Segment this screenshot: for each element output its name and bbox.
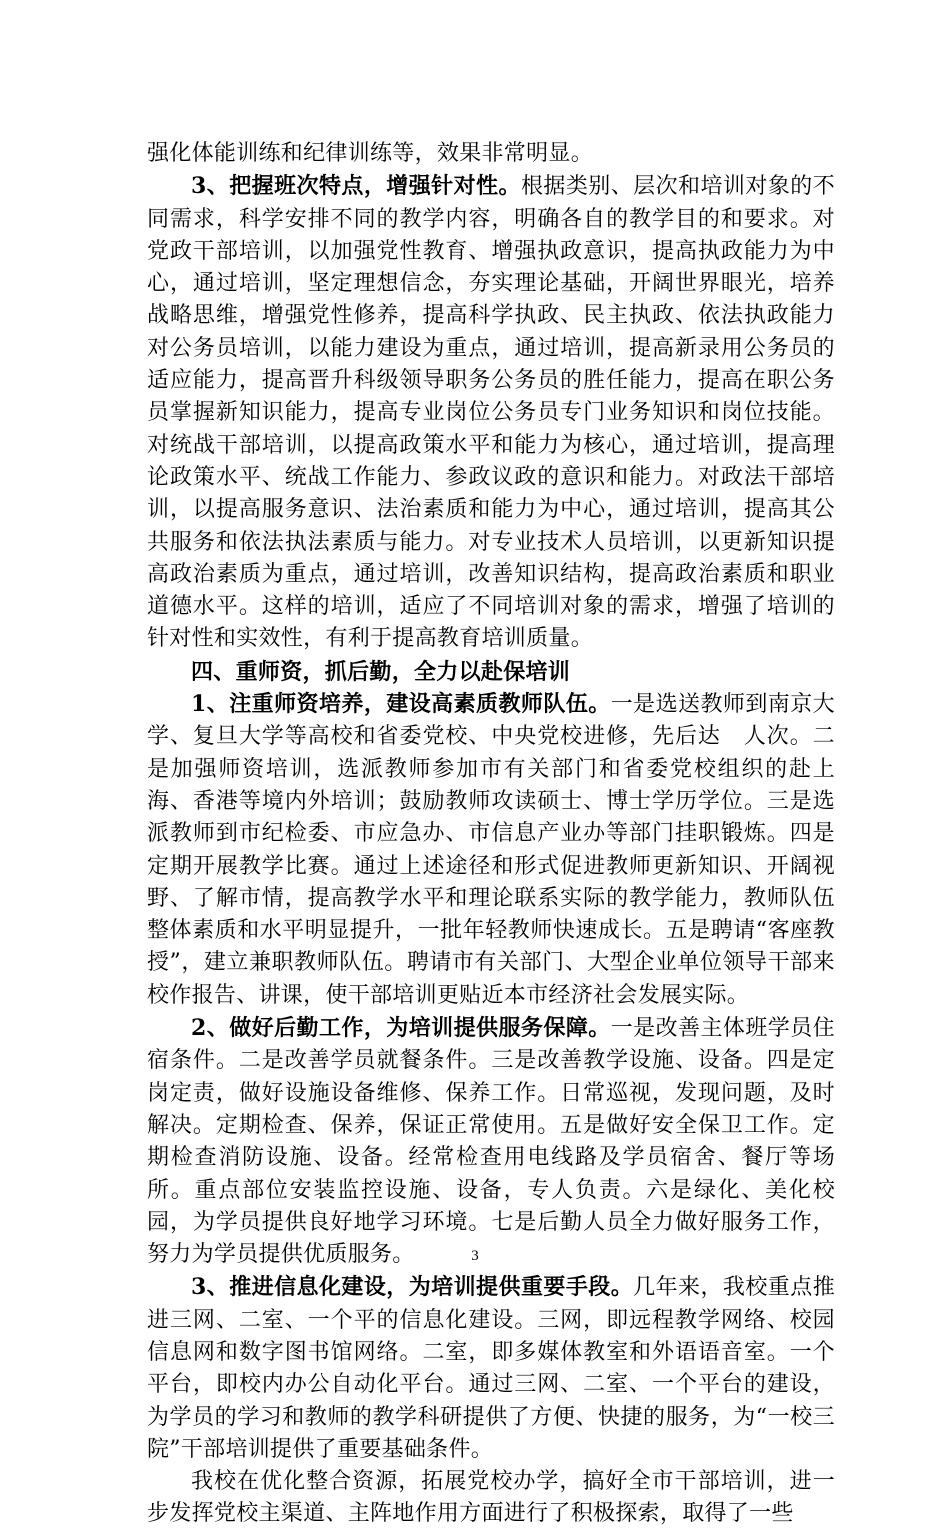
- paragraph-lead: 1、注重师资培养，建设高素质教师队伍。: [191, 691, 611, 718]
- paragraph-informatization: [147, 1271, 835, 1466]
- document-body: [147, 138, 835, 1531]
- paragraph-text: 根据类别、层次和培训对象的不同需求，科学安排不同的教学内容，明确各自的教学目的和要求。对党政干部培训，以加强党性教育、增强执政意识，提高执政能力为中心，通过培训，坚定理想信念，夯实理论基础，开阔世界眼光，培养战略思维，增强党性修养，提高科学执政、民主执政、依法执政能力对公务员培训，以能力建设为重点，通过培训，提高新录用公务员的适应能力，提高晋升科级领导职务公务员的胜任能力，提高在职公务员掌握新知识能力，提高专业岗位公务员专门业务知识和岗位技能。对统战干部培训，以提高政策水平和能力为核心，通过培训，提高理论政策水平、统战工作能力、参政议政的意识和能力。对政法干部培训，以提高服务意识、法治素质和能力为中心，通过培训，提高其公共服务和依法执法素质与能力。对专业技术人员培训，以更新知识提高政治素质为重点，通过培训，改善知识结构，提高政治素质和职业道德水平。这样的培训，适应了不同培训对象的需求，增强了培训的针对性和实效性，有利于提高教育培训质量。: [147, 174, 836, 652]
- paragraph-summary: [147, 1466, 835, 1531]
- paragraph-text: 强化体能训练和纪律训练等，效果非常明显。: [147, 141, 594, 166]
- section-heading: [147, 656, 835, 688]
- section-heading-text: 四、重师资，抓后勤，全力以赴保培训: [191, 658, 571, 685]
- paragraph-lead: 3、推进信息化建设，为培训提供重要手段。: [191, 1274, 634, 1301]
- paragraph-logistics: [147, 1012, 835, 1271]
- page-number: 3: [471, 1248, 479, 1264]
- paragraph-text: 一是改善主体班学员住宿条件。二是改善学员就餐条件。三是改善教学设施、设备。四是定岗定责，做好设施设备维修、保养工作。日常巡视，发现问题，及时解决。定期检查、保养，保证正常使用。五是做好安全保卫工作。定期检查消防设施、设备。经常检查用电线路及学员宿舍、餐厅等场所。重点部位安装监控设施、设备，专人负责。六是绿化、美化校园，为学员提供良好地学习环境。七是后勤人员全力做好服务工作，努力为学员提供优质服务。: [147, 1016, 835, 1268]
- paragraph-text: 一是选送教师到南京大学、复旦大学等高校和省委党校、中央党校进修，先后达 人次。二是加强师资培训，选派教师参加市有关部门和省委党校组织的赴上海、香港等境内外培训；鼓励教师攻读硕士、博士学历学位。三是选派教师到市纪检委、市应急办、市信息产业办等部门挂职锻炼。四是定期开展教学比赛。通过上述途径和形式促进教师更新知识、开阔视野、了解市情，提高教学水平和理论联系实际的教学能力，教师队伍整体素质和水平明显提升，一批年轻教师快速成长。五是聘请“客座教授”，建立兼职教师队伍。聘请市有关部门、大型企业单位领导干部来校作报告、讲课，使干部培训更贴近本市经济社会发展实际。: [147, 692, 835, 1008]
- paragraph-lead: 3、把握班次特点，增强针对性。: [191, 173, 521, 200]
- paragraph-lead: 2、做好后勤工作，为培训提供服务保障。: [191, 1015, 611, 1042]
- paragraph-continuation: [147, 138, 835, 170]
- paragraph-text: 几年来，我校重点推进三网、二室、一个平的信息化建设。三网，即远程教学网络、校园信息网和数字图书馆网络。二室，即多媒体教室和外语语音室。一个平台，即校内办公自动化平台。通过三网、二室、一个平台的建设，为学员的学习和教师的教学科研提供了方便、快捷的服务，为“一校三院”干部培训提供了重要基础条件。: [147, 1275, 835, 1462]
- paragraph-targeting: [147, 170, 835, 655]
- paragraph-teachers: [147, 688, 835, 1012]
- paragraph-text: 我校在优化整合资源，拓展党校办学，搞好全市干部培训，进一步发挥党校主渠道、主阵地作用方面进行了积极探索，取得了一些: [147, 1469, 835, 1527]
